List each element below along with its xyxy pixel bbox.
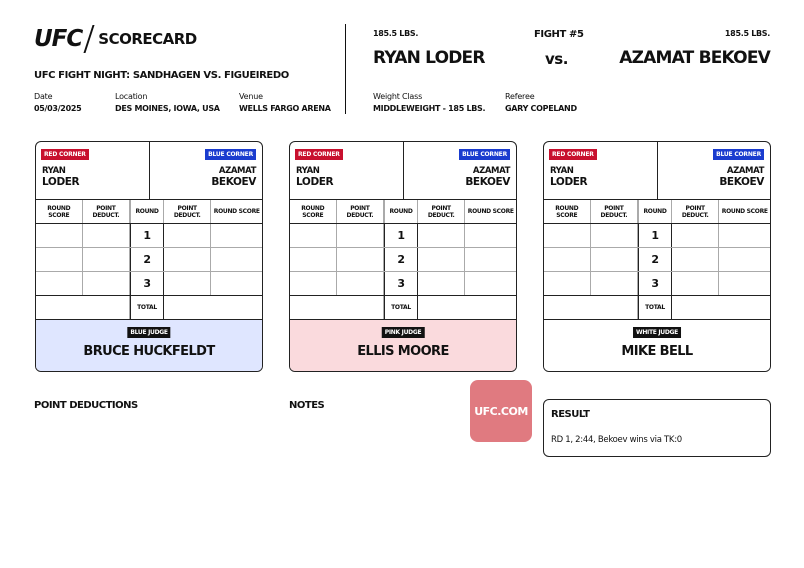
- round-row: [290, 248, 516, 272]
- blue-score-cell: [211, 224, 262, 247]
- judge-area: [290, 320, 516, 371]
- round-number: 3: [384, 272, 418, 295]
- blue-corner-fighter: [719, 166, 764, 188]
- red-deduct-cell: [337, 272, 385, 295]
- weight-class-label: Weight Class: [373, 92, 423, 101]
- judge-area: [544, 320, 770, 371]
- round-number: 2: [130, 248, 164, 271]
- red-first-name: RYAN: [296, 166, 320, 176]
- blue-fighter-weight: 185.5 LBS.: [724, 29, 770, 38]
- blue-deduct-cell: [672, 248, 720, 271]
- red-last-name: LODER: [42, 176, 80, 188]
- blue-score-cell: [719, 248, 770, 271]
- judge-name: MIKE BELL: [621, 344, 693, 359]
- ufc-logo-text: UFC: [34, 26, 83, 52]
- red-total-cell: [544, 296, 638, 319]
- stamp-text: UFC.COM: [474, 404, 528, 418]
- red-corner-fighter: [550, 166, 587, 188]
- red-total-cell: [36, 296, 130, 319]
- red-point-deduct-header: POINT DEDUCT.: [337, 200, 385, 223]
- judge-badge: BLUE JUDGE: [127, 327, 170, 338]
- blue-first-name: AZAMAT: [218, 166, 256, 176]
- red-total-cell: [290, 296, 384, 319]
- red-last-name: LODER: [296, 176, 334, 188]
- round-row: [544, 224, 770, 248]
- total-label: TOTAL: [638, 296, 672, 319]
- location-value: DES MOINES, IOWA, USA: [115, 104, 220, 113]
- round-number: 2: [638, 248, 672, 271]
- blue-last-name: BEKOEV: [719, 176, 764, 188]
- notes-title: NOTES: [289, 400, 325, 411]
- result-title: RESULT: [551, 409, 590, 420]
- date-block: [34, 92, 81, 113]
- red-score-cell: [544, 224, 591, 247]
- blue-deduct-cell: [418, 272, 466, 295]
- result-text: RD 1, 2:44, Bekoev wins via TK:0: [551, 435, 682, 445]
- round-header: ROUND: [638, 200, 672, 223]
- red-point-deduct-header: POINT DEDUCT.: [591, 200, 639, 223]
- blue-point-deduct-header: POINT DEDUCT.: [164, 200, 212, 223]
- round-number: 3: [130, 272, 164, 295]
- round-row: [544, 272, 770, 296]
- result-box: [543, 399, 771, 457]
- blue-score-cell: [465, 224, 516, 247]
- blue-score-cell: [719, 272, 770, 295]
- blue-point-deduct-header: POINT DEDUCT.: [418, 200, 466, 223]
- judge-card: [289, 141, 517, 372]
- round-number: 1: [638, 224, 672, 247]
- red-deduct-cell: [337, 224, 385, 247]
- card-fighter-header: [290, 142, 516, 200]
- referee-value: GARY COPELAND: [505, 104, 577, 113]
- judge-area: [36, 320, 262, 371]
- judge-name: ELLIS MOORE: [357, 344, 449, 359]
- judge-name: BRUCE HUCKFELDT: [83, 344, 215, 359]
- red-deduct-cell: [337, 248, 385, 271]
- blue-last-name: BEKOEV: [465, 176, 510, 188]
- red-corner-badge: RED CORNER: [549, 149, 597, 160]
- blue-deduct-cell: [164, 224, 212, 247]
- blue-corner-badge: BLUE CORNER: [713, 149, 764, 160]
- judge-card: [35, 141, 263, 372]
- blue-score-cell: [211, 248, 262, 271]
- card-header-divider: [403, 142, 404, 200]
- red-score-cell: [544, 248, 591, 271]
- red-fighter-name: RYAN LODER: [373, 48, 485, 68]
- total-row: [544, 296, 770, 320]
- red-deduct-cell: [83, 248, 131, 271]
- total-row: [36, 296, 262, 320]
- red-corner-badge: RED CORNER: [295, 149, 343, 160]
- judge-badge: PINK JUDGE: [382, 327, 425, 338]
- card-fighter-header: [36, 142, 262, 200]
- blue-deduct-cell: [672, 272, 720, 295]
- round-row: [290, 224, 516, 248]
- round-row: [36, 272, 262, 296]
- blue-score-cell: [465, 272, 516, 295]
- blue-total-cell: [418, 296, 516, 319]
- blue-round-score-header: ROUND SCORE: [721, 208, 768, 215]
- weight-class-block: [373, 92, 485, 113]
- header-divider: [345, 24, 346, 114]
- blue-round-score-header: ROUND SCORE: [467, 208, 514, 215]
- round-row: [36, 248, 262, 272]
- blue-deduct-cell: [418, 248, 466, 271]
- round-row: [544, 248, 770, 272]
- blue-last-name: BEKOEV: [211, 176, 256, 188]
- score-grid: [544, 200, 770, 320]
- round-row: [290, 272, 516, 296]
- round-row: [36, 224, 262, 248]
- date-label: Date: [34, 92, 53, 101]
- scorecard-label: SCORECARD: [98, 30, 197, 48]
- red-round-score-header: ROUND SCORE: [544, 200, 591, 223]
- blue-deduct-cell: [164, 272, 212, 295]
- score-grid: [290, 200, 516, 320]
- blue-total-cell: [164, 296, 262, 319]
- blue-deduct-cell: [418, 224, 466, 247]
- referee-block: [505, 92, 577, 113]
- venue-block: [239, 92, 331, 113]
- event-title: UFC FIGHT NIGHT: SANDHAGEN VS. FIGUEIREDO: [34, 70, 289, 81]
- red-score-cell: [544, 272, 591, 295]
- red-score-cell: [290, 248, 337, 271]
- red-score-cell: [36, 248, 83, 271]
- total-label: TOTAL: [384, 296, 418, 319]
- blue-first-name: AZAMAT: [472, 166, 510, 176]
- round-number: 2: [384, 248, 418, 271]
- red-score-cell: [36, 272, 83, 295]
- round-header: ROUND: [130, 200, 164, 223]
- location-block: [115, 92, 220, 113]
- card-fighter-header: [544, 142, 770, 200]
- round-number: 1: [130, 224, 164, 247]
- blue-deduct-cell: [672, 224, 720, 247]
- venue-value: WELLS FARGO ARENA: [239, 104, 331, 113]
- blue-total-cell: [672, 296, 770, 319]
- vs-label: vs.: [545, 50, 568, 68]
- fight-number: FIGHT #5: [534, 29, 584, 40]
- ufc-logo: [34, 26, 197, 52]
- red-deduct-cell: [591, 272, 639, 295]
- blue-score-cell: [719, 224, 770, 247]
- blue-round-score-header: ROUND SCORE: [213, 208, 260, 215]
- blue-corner-badge: BLUE CORNER: [205, 149, 256, 160]
- red-corner-fighter: [42, 166, 79, 188]
- red-first-name: RYAN: [550, 166, 574, 176]
- red-deduct-cell: [591, 224, 639, 247]
- blue-first-name: AZAMAT: [726, 166, 764, 176]
- red-score-cell: [290, 224, 337, 247]
- card-header-divider: [657, 142, 658, 200]
- red-round-score-header: ROUND SCORE: [36, 200, 83, 223]
- total-row: [290, 296, 516, 320]
- logo-divider: [84, 25, 95, 53]
- judge-card: [543, 141, 771, 372]
- blue-corner-fighter: [465, 166, 510, 188]
- blue-score-cell: [211, 272, 262, 295]
- venue-label: Venue: [239, 92, 263, 101]
- card-header-divider: [149, 142, 150, 200]
- red-first-name: RYAN: [42, 166, 66, 176]
- blue-deduct-cell: [164, 248, 212, 271]
- blue-corner-fighter: [211, 166, 256, 188]
- score-grid-header: [36, 200, 262, 224]
- red-deduct-cell: [591, 248, 639, 271]
- round-number: 1: [384, 224, 418, 247]
- blue-corner-badge: BLUE CORNER: [459, 149, 510, 160]
- round-header: ROUND: [384, 200, 418, 223]
- score-grid: [36, 200, 262, 320]
- blue-score-cell: [465, 248, 516, 271]
- red-score-cell: [36, 224, 83, 247]
- score-grid-header: [544, 200, 770, 224]
- round-number: 3: [638, 272, 672, 295]
- date-value: 05/03/2025: [34, 104, 82, 113]
- referee-label: Referee: [505, 92, 535, 101]
- location-label: Location: [115, 92, 148, 101]
- red-last-name: LODER: [550, 176, 588, 188]
- red-deduct-cell: [83, 224, 131, 247]
- ufc-com-stamp: [470, 380, 532, 442]
- judge-badge: WHITE JUDGE: [633, 327, 681, 338]
- score-grid-header: [290, 200, 516, 224]
- red-score-cell: [290, 272, 337, 295]
- red-fighter-weight: 185.5 LBS.: [373, 29, 419, 38]
- weight-class-value: MIDDLEWEIGHT - 185 LBS.: [373, 104, 486, 113]
- blue-fighter-name: AZAMAT BEKOEV: [619, 48, 770, 68]
- red-corner-fighter: [296, 166, 333, 188]
- red-corner-badge: RED CORNER: [41, 149, 89, 160]
- red-round-score-header: ROUND SCORE: [290, 200, 337, 223]
- point-deductions-title: POINT DEDUCTIONS: [34, 400, 138, 411]
- red-point-deduct-header: POINT DEDUCT.: [83, 200, 131, 223]
- total-label: TOTAL: [130, 296, 164, 319]
- blue-point-deduct-header: POINT DEDUCT.: [672, 200, 720, 223]
- red-deduct-cell: [83, 272, 131, 295]
